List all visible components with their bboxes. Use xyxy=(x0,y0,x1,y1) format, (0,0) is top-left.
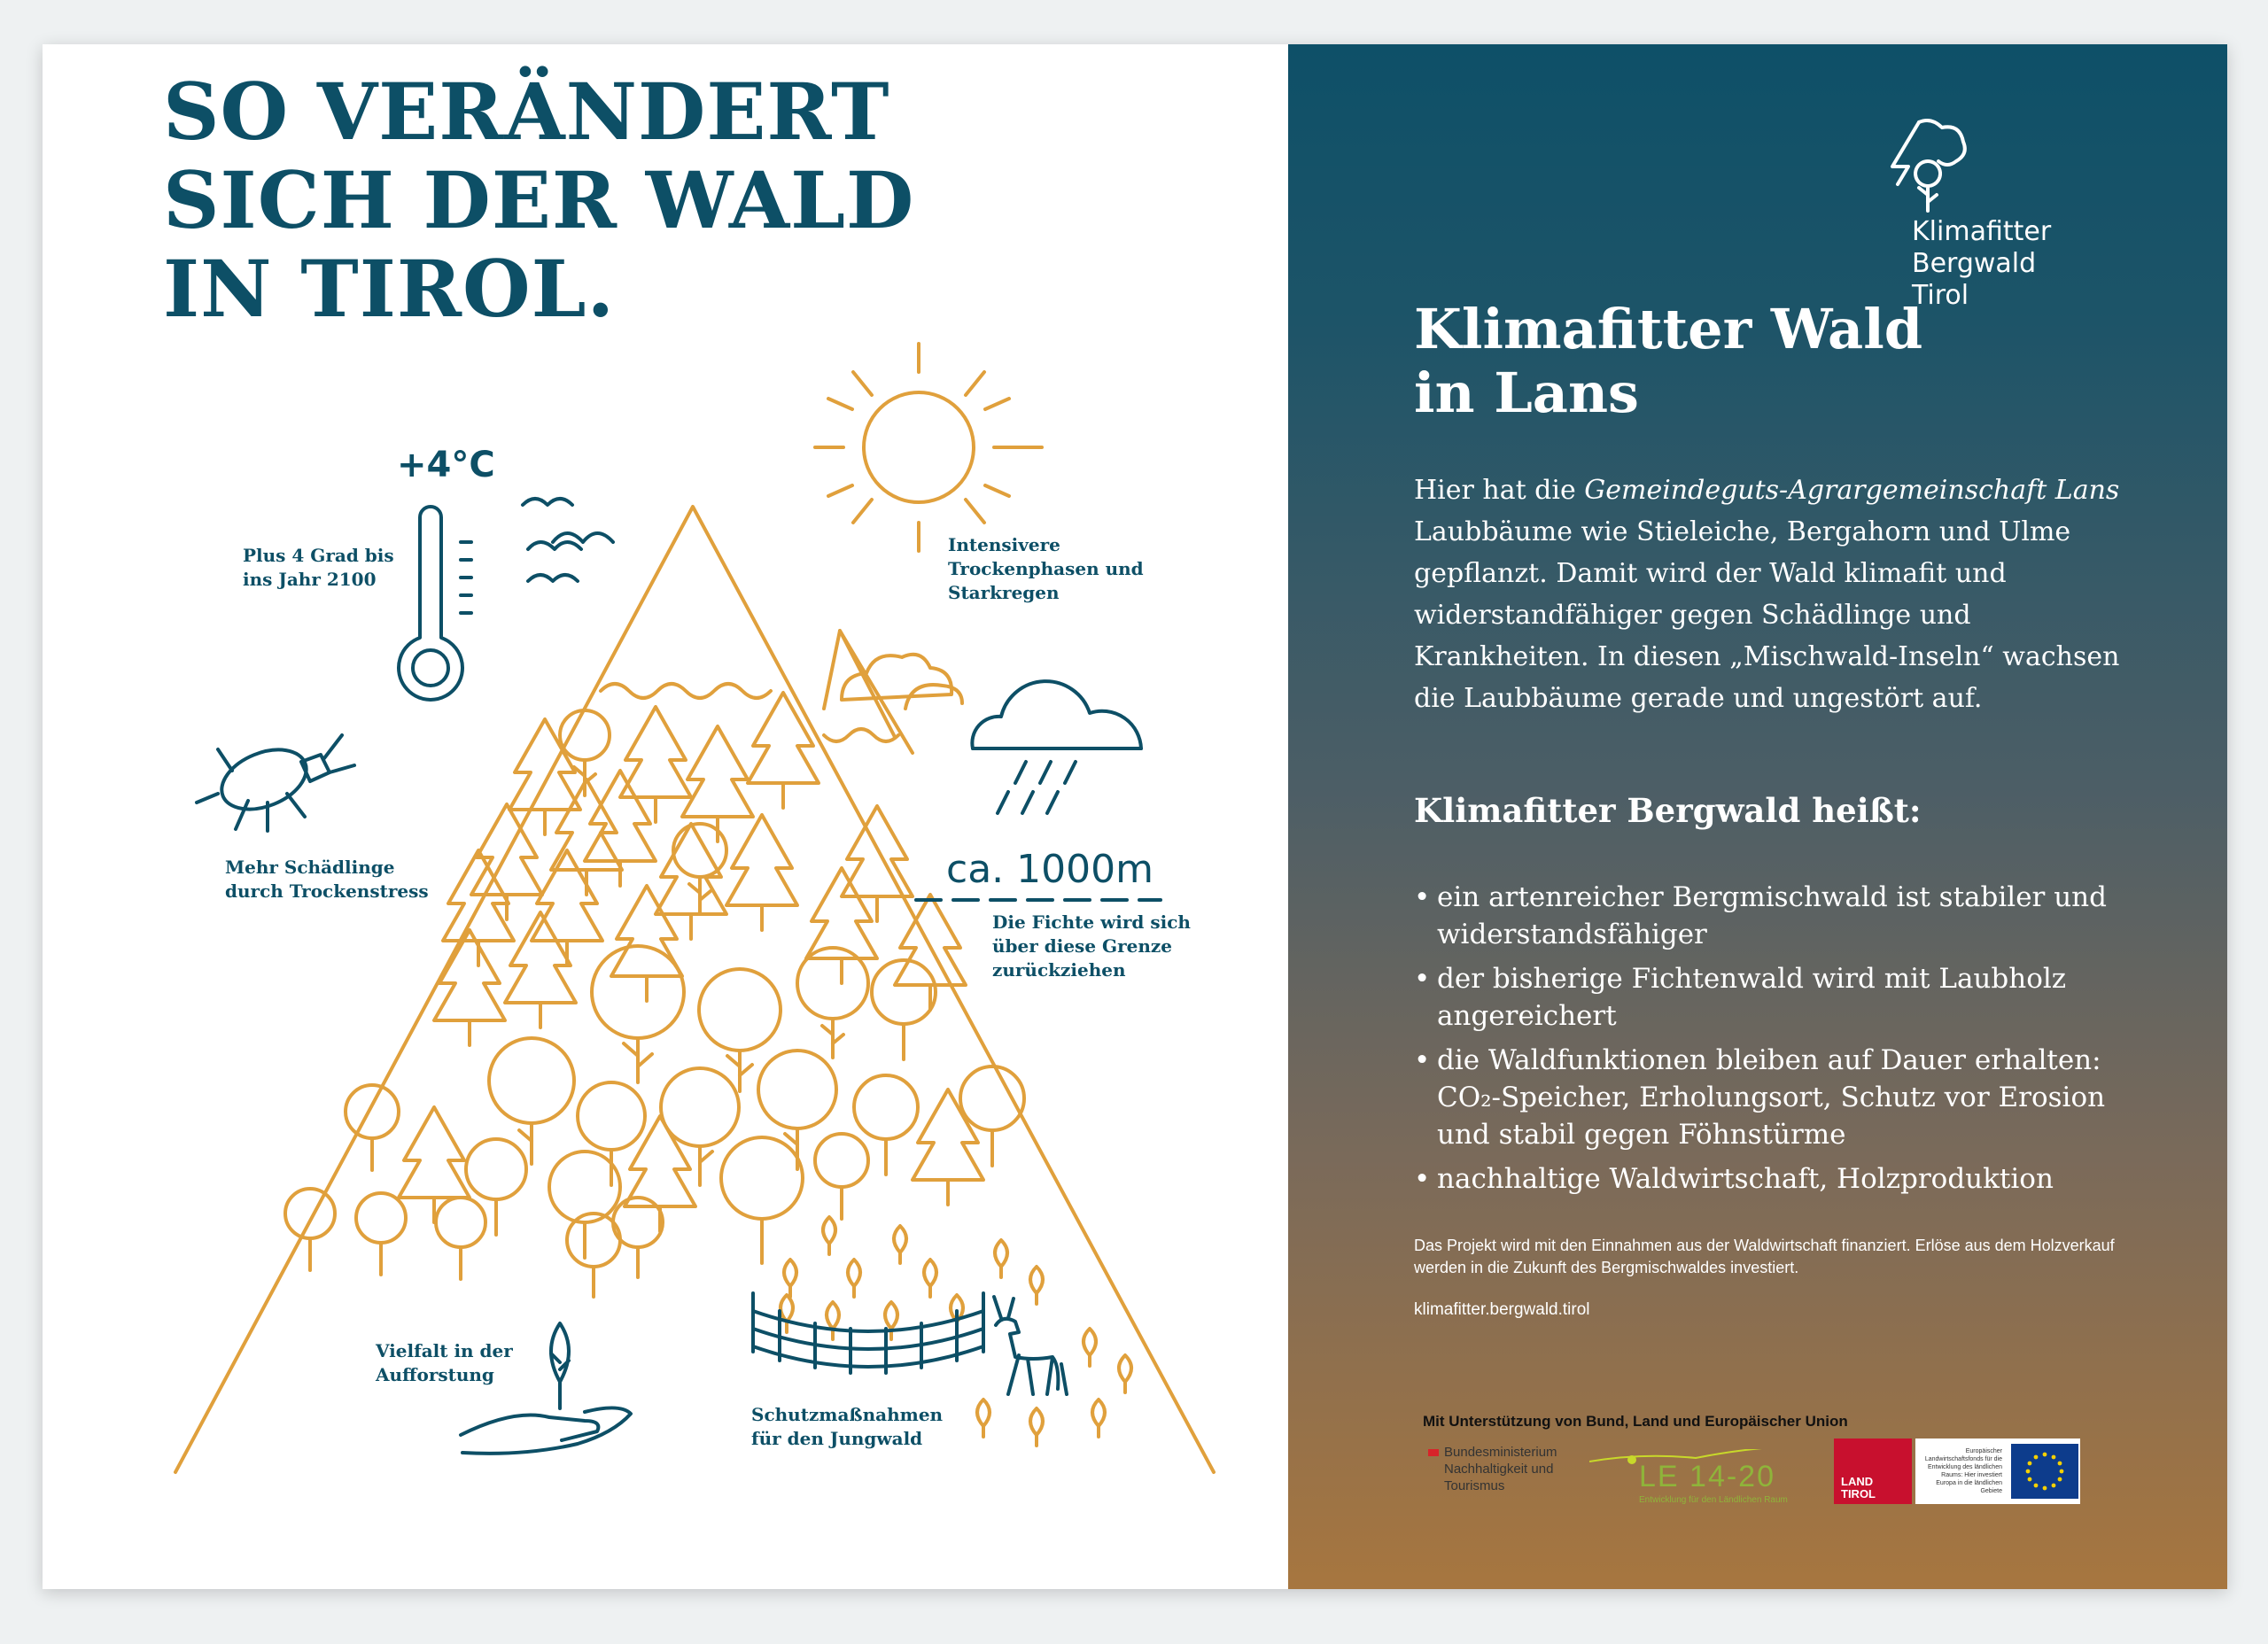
le-logo-text: LE 14-20 xyxy=(1639,1460,1775,1493)
tree-cloud-icon xyxy=(1880,115,1969,213)
temperature-value: +4°C xyxy=(397,445,495,485)
land-tirol-text xyxy=(1841,1476,1876,1501)
deer-icon xyxy=(994,1297,1067,1394)
headline-line: SO VERÄNDERT xyxy=(163,66,890,158)
label-line: Die Fichte wird sich xyxy=(992,911,1191,933)
label-line: Intensivere xyxy=(948,534,1060,555)
bullet-item: • ein artenreicher Bergmischwald ist stabiler und widerstandsfähiger xyxy=(1414,879,2140,953)
label-line: durch Trockenstress xyxy=(225,880,429,902)
label-line: Trockenphasen und xyxy=(948,558,1144,579)
label-temperature xyxy=(243,544,394,592)
label-line: über diese Grenze xyxy=(992,935,1172,957)
label-diversity xyxy=(376,1339,513,1387)
birds-icon xyxy=(523,499,613,581)
le-logo-subtext: Entwicklung für den Ländlichen Raum xyxy=(1639,1495,1788,1505)
panel-title xyxy=(1414,298,1922,425)
label-spruce xyxy=(992,911,1191,982)
beetle-icon xyxy=(197,735,354,831)
altitude-label: ca. 1000m xyxy=(946,847,1153,892)
ministry-line: Nachhaltigkeit und xyxy=(1444,1462,1554,1477)
thermometer-icon xyxy=(399,507,471,700)
tirol-line: TIROL xyxy=(1841,1487,1876,1501)
subheading: Klimafitter Bergwald heißt: xyxy=(1414,791,1922,830)
bullet-item: • der bisherige Fichtenwald wird mit Laubholz angereichert xyxy=(1414,960,2140,1035)
bullet-list xyxy=(1414,879,2140,1205)
logo-line: Tirol xyxy=(1912,280,1969,311)
label-protection xyxy=(751,1403,943,1451)
website-url: klimafitter.bergwald.tirol xyxy=(1414,1300,1590,1319)
label-line: Vielfalt in der xyxy=(376,1340,513,1361)
logo-text xyxy=(1912,216,2051,312)
intro-paragraph xyxy=(1414,469,2123,719)
eu-logo-text: Europäischer Landwirtschaftsfonds für die Entwicklung des ländlichen Raums: Hier investiert Europa in die ländlichen Gebiete xyxy=(1924,1448,2002,1494)
sun-icon xyxy=(815,344,1042,551)
ministry-line: Bundesministerium xyxy=(1444,1445,1557,1460)
intro-pre: Hier hat die xyxy=(1414,475,1585,506)
label-line: für den Jungwald xyxy=(751,1428,923,1449)
title-line: Klimafitter Wald xyxy=(1414,297,1923,361)
headline-line: IN TIROL. xyxy=(163,243,616,335)
intro-emphasis: Gemeindeguts-Agrargemeinschaft Lans xyxy=(1584,475,2120,506)
label-line: Plus 4 Grad bis xyxy=(243,545,394,566)
intro-post: Laubbäume wie Stieleiche, Bergahorn und Ulme gepflanzt. Damit wird der Wald klimafit und widerstandfähiger gegen Schädlinge und Krankheiten. In diesen „Mischwald-Inseln“ wachsen die Laubbäume gerade und ungestört auf. xyxy=(1414,516,2120,714)
support-title: Mit Unterstützung von Bund, Land und Europäischer Union xyxy=(1423,1413,1848,1430)
label-line: Starkregen xyxy=(948,582,1060,603)
tirol-line: LAND xyxy=(1841,1475,1874,1488)
headline-line: SICH DER WALD xyxy=(163,154,915,246)
logo-line: Bergwald xyxy=(1912,248,2037,279)
label-line: Mehr Schädlinge xyxy=(225,857,395,878)
label-pests xyxy=(225,856,429,903)
logo-line: Klimafitter xyxy=(1912,216,2052,247)
rain-cloud-icon xyxy=(972,681,1141,813)
label-line: Schutzmaßnahmen xyxy=(751,1404,944,1425)
eu-flag-icon xyxy=(2011,1444,2078,1499)
label-drought xyxy=(948,533,1144,605)
label-line: ins Jahr 2100 xyxy=(243,569,377,590)
bullet-item: • die Waldfunktionen bleiben auf Dauer erhalten: CO₂-Speicher, Erholungsort, Schutz vor Erosion und stabil gegen Föhnstürme xyxy=(1414,1042,2140,1153)
bullet-item: • nachhaltige Waldwirtschaft, Holzproduktion xyxy=(1414,1160,2140,1198)
ministry-line: Tourismus xyxy=(1444,1478,1505,1493)
title-line: in Lans xyxy=(1414,361,1639,425)
label-line: zurückziehen xyxy=(992,959,1126,981)
flag-icon xyxy=(1428,1449,1439,1456)
label-line: Aufforstung xyxy=(376,1364,494,1385)
ministry-logo xyxy=(1428,1444,1614,1494)
mountain-outline xyxy=(175,507,1214,1472)
finance-note: Das Projekt wird mit den Einnahmen aus der Waldwirtschaft finanziert. Erlöse aus dem Holzverkauf werden in die Zukunft des Bergmischwaldes investiert. xyxy=(1414,1237,2115,1276)
